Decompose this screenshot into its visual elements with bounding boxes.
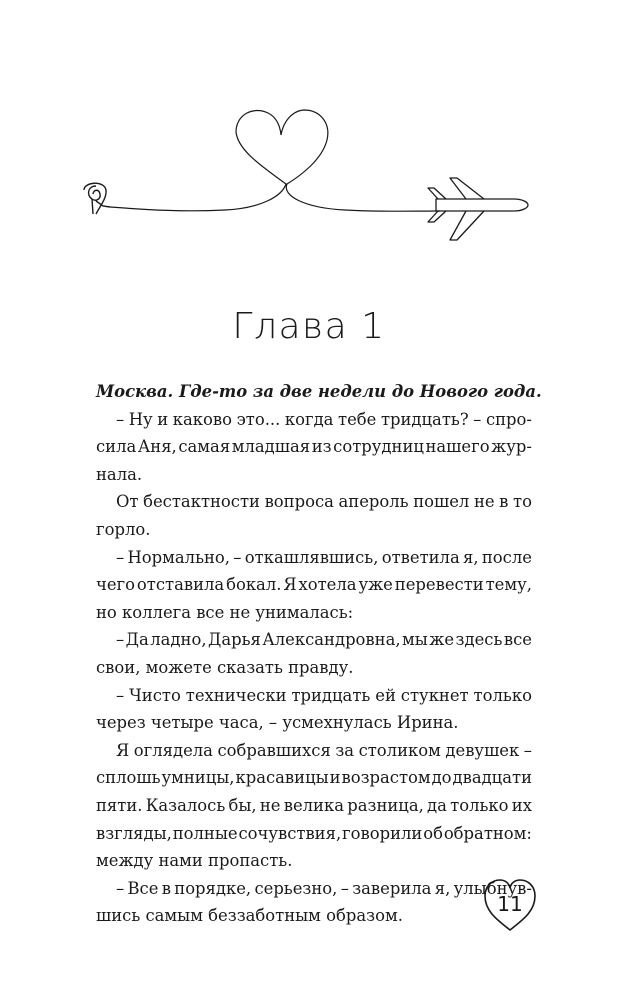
- text-line: сила Аня, самая младшая из сотрудниц нашего жур-: [96, 437, 532, 457]
- text-line: – Нормально, – откашлявшись, ответила я, после: [116, 547, 532, 567]
- airplane-icon: [428, 178, 528, 240]
- page-number: 11: [497, 892, 523, 916]
- location-pin-icon: [84, 183, 110, 214]
- text-line: чего отставила бокал. Я хотела уже перевести тему,: [96, 575, 532, 595]
- text-line: через четыре часа, – усмехнулась Ирина.: [96, 713, 459, 733]
- text-line: От бестактности вопроса апероль пошел не в то: [116, 492, 532, 512]
- text-line: между нами пропасть.: [96, 851, 293, 871]
- text-line: шись самым беззаботным образом.: [96, 906, 403, 926]
- text-line: – Ну и каково это... когда тебе тридцать? – спро-: [116, 409, 532, 429]
- text-line: горло.: [96, 519, 151, 539]
- text-line: – Чисто технически тридцать ей стукнет только: [116, 685, 532, 705]
- chapter-text: [96, 378, 542, 930]
- text-line: Я оглядела собравшихся за столиком девушек –: [116, 740, 532, 760]
- text-line: но коллега все не унималась:: [96, 602, 354, 622]
- text-line: нала.: [96, 464, 143, 484]
- page-number-badge: [481, 876, 539, 934]
- heart-flight-ornament: [0, 0, 618, 300]
- place-heading: Москва. Где-то за две недели до Нового года.: [96, 382, 542, 401]
- text-line: сплошь умницы, красавицы и возрастом до двадцати: [96, 768, 532, 788]
- text-line: – Да ладно, Дарья Александровна, мы же здесь все: [116, 630, 532, 650]
- text-line: пяти. Казалось бы, не велика разница, да только их: [96, 795, 532, 815]
- chapter-title: Глава 1: [232, 306, 386, 347]
- text-line: – Все в порядке, серьезно, – заверила я, улыбнув-: [116, 878, 532, 898]
- flight-path-line: [110, 110, 440, 211]
- text-line: взгляды, полные сочувствия, говорили об обратном:: [96, 823, 532, 843]
- text-line: свои, можете сказать правду.: [96, 657, 354, 677]
